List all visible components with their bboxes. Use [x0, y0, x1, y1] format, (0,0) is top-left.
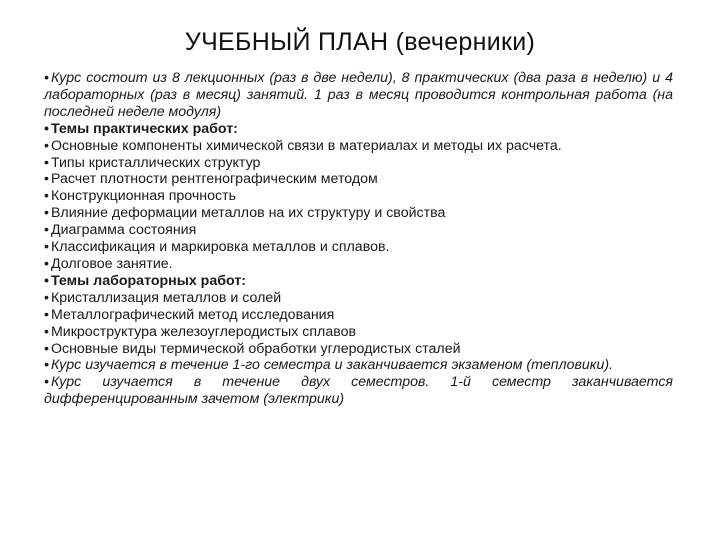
bullet: [44, 188, 51, 204]
slide-body: [44, 70, 673, 408]
bullet: [44, 341, 51, 357]
section-heading: [44, 121, 673, 138]
list-item-text: Курс изучается в течение 1-го семестра и заканчивается экзаменом (тепловики).: [50, 357, 614, 374]
list-item: [44, 374, 673, 408]
bullet: [44, 273, 51, 289]
list-item-text: Влияние деформации металлов на их структуру и свойства: [50, 205, 446, 222]
list-item-text: Долговое занятие.: [50, 255, 173, 272]
list-item: [44, 222, 673, 239]
bullet: [44, 138, 51, 154]
section-heading-text: Темы лабораторных работ:: [50, 272, 246, 289]
list-item-text: Расчет плотности рентгенографическим методом: [50, 171, 378, 188]
bullet: [44, 239, 51, 255]
list-item: [44, 256, 673, 273]
list-item-text: Диаграмма состояния: [50, 222, 197, 239]
list-item: [44, 324, 673, 341]
list-item: [44, 70, 673, 121]
list-item: [44, 341, 673, 358]
list-item-text: Курс состоит из 8 лекционных (раз в две недели), 8 практических (два раза в неделю) и 4 лабораторных (раз в месяц) занятий. 1 раз в месяц проводится контрольная работа (на последней неделе модуля): [44, 70, 673, 120]
list-item: [44, 155, 673, 172]
list-item-text: Основные виды термической обработки углеродистых сталей: [50, 340, 461, 357]
list-item: [44, 171, 673, 188]
bullet: [44, 121, 51, 137]
bullet: [44, 70, 51, 86]
list-item-text: Классификация и маркировка металлов и сплавов.: [50, 239, 390, 256]
list-item: [44, 205, 673, 222]
list-item-text: Типы кристаллических структур: [50, 154, 261, 171]
bullet: [44, 205, 51, 221]
section-heading-text: Темы практических работ:: [50, 120, 238, 137]
bullet: [44, 155, 51, 171]
slide-title: УЧЕБНЫЙ ПЛАН (вечерники): [184, 28, 536, 56]
bullet: [44, 357, 51, 373]
list-item: [44, 188, 673, 205]
bullet: [44, 171, 51, 187]
list-item-text: Курс изучается в течение двух семестров. 1-й семестр заканчивается дифференцированным зачетом (электрики): [44, 374, 673, 408]
list-item-text: Конструкционная прочность: [50, 188, 236, 205]
list-item-text: Кристаллизация металлов и солей: [50, 289, 282, 306]
bullet: [44, 307, 51, 323]
list-item: [44, 239, 673, 256]
bullet: [44, 324, 51, 340]
list-item: [44, 138, 673, 155]
bullet: [44, 374, 51, 390]
list-item-text: Металлографический метод исследования: [50, 306, 335, 323]
section-heading: [44, 273, 673, 290]
list-item-text: Основные компоненты химической связи в материалах и методы их расчета.: [50, 137, 562, 154]
list-item: [44, 307, 673, 324]
list-item: [44, 357, 673, 374]
list-item: [44, 290, 673, 307]
bullet: [44, 290, 51, 306]
bullet: [44, 222, 51, 238]
bullet: [44, 256, 51, 272]
list-item-text: Микроструктура железоуглеродистых сплавов: [50, 323, 357, 340]
